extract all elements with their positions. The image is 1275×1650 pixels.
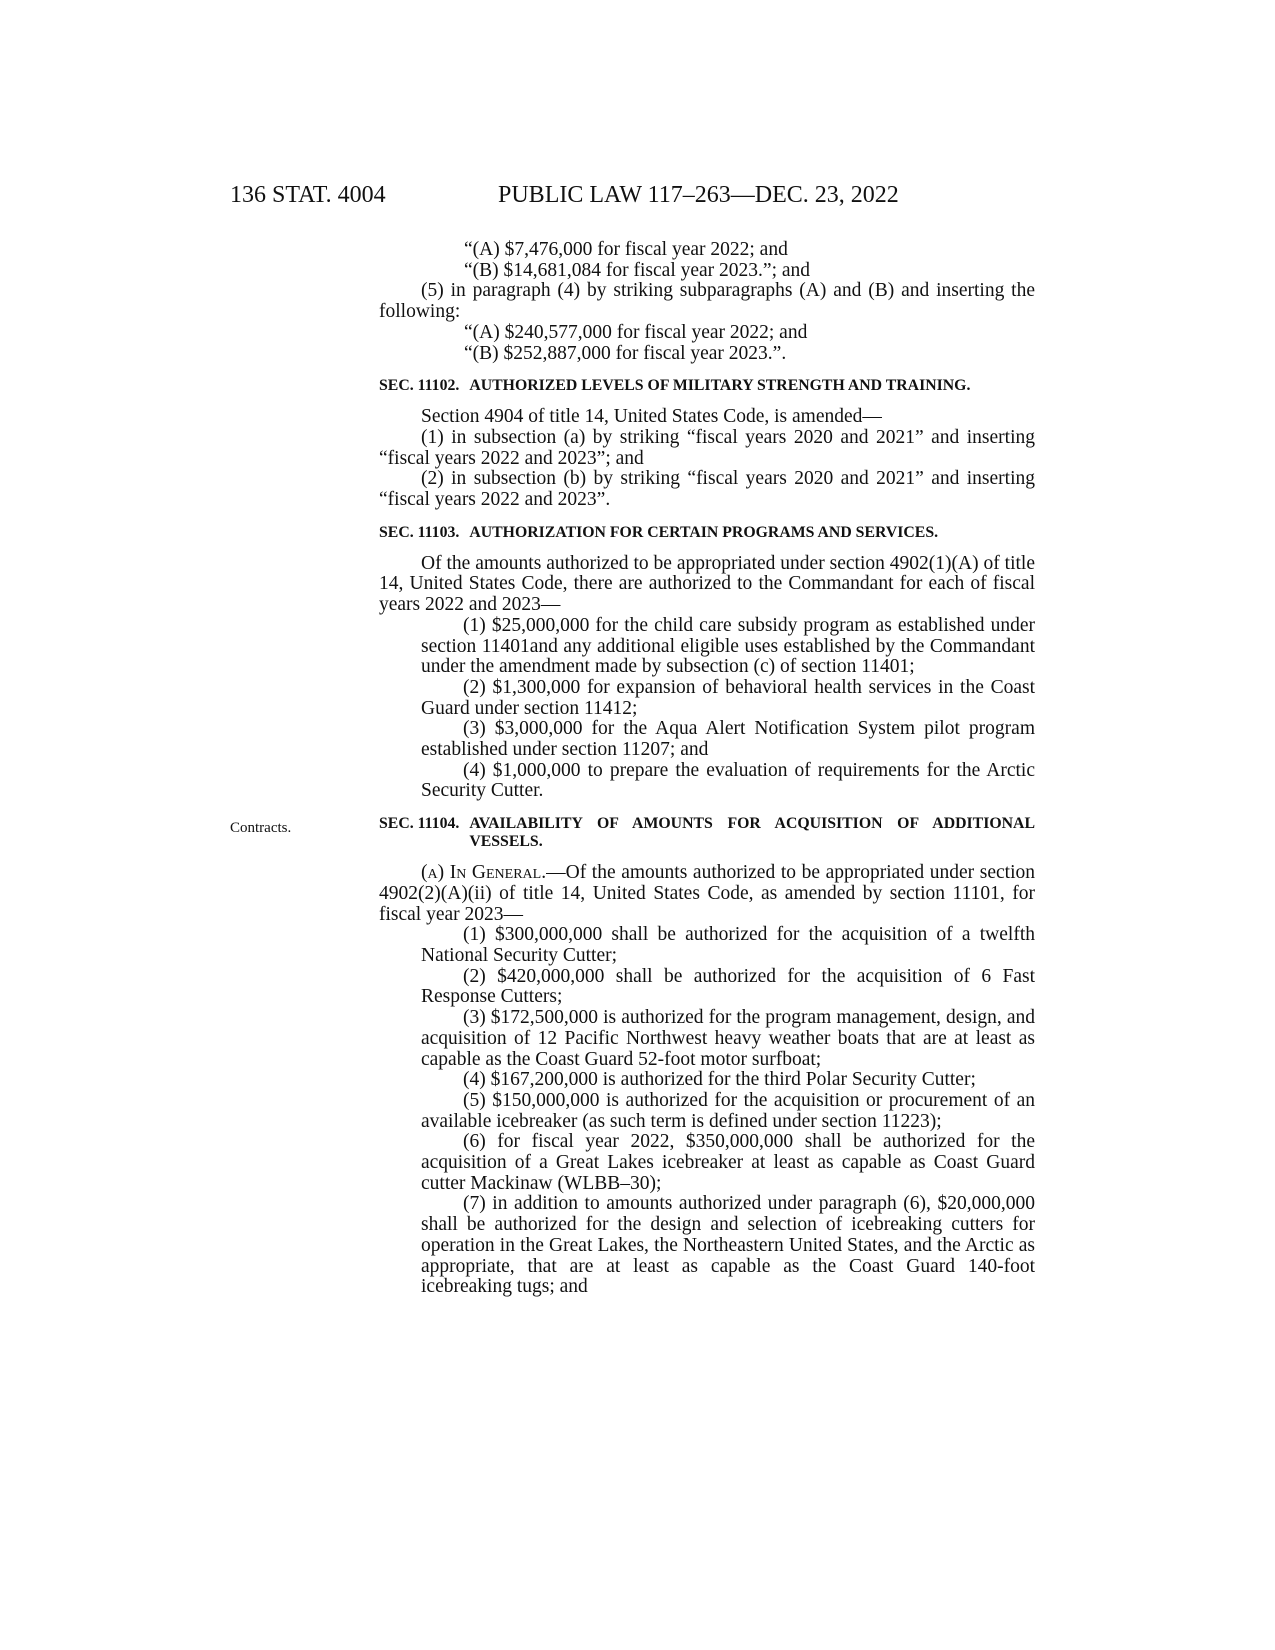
section-number: SEC. 11103. (379, 523, 460, 541)
section-11103-item: (1) $25,000,000 for the child care subsidy program as established under section 11401and any additional eligible uses established by the Commandant under the amendment made by subsection (c) of section 11401; (421, 614, 1035, 678)
public-law-title: PUBLIC LAW 117–263—DEC. 23, 2022 (498, 182, 899, 208)
intro-b2: “(B) $252,887,000 for fiscal year 2023.”. (464, 342, 787, 364)
section-11103-lead: Of the amounts authorized to be appropriated under section 4902(1)(A) of title 14, United States Code, there are authorized to the Commandant for each of fiscal years 2022 and 2023— (379, 552, 1035, 616)
section-11103-item: (2) $1,300,000 for expansion of behavioral health services in the Coast Guard under section 11412; (421, 676, 1035, 719)
section-11104-item: (4) $167,200,000 is authorized for the third Polar Security Cutter; (463, 1069, 976, 1091)
section-11104-item: (5) $150,000,000 is authorized for the acquisition or procurement of an available icebreaker (as such term is defined under section 11223); (421, 1089, 1035, 1132)
stat-citation: 136 STAT. 4004 (230, 182, 386, 208)
subsection-heading: (a) In General. (421, 862, 547, 884)
intro-a2: “(A) $240,577,000 for fiscal year 2022; and (464, 321, 808, 343)
section-title: AUTHORIZED LEVELS OF MILITARY STRENGTH AND TRAINING. (469, 377, 971, 395)
intro-b1: “(B) $14,681,084 for fiscal year 2023.”; and (464, 259, 811, 281)
section-title: AVAILABILITY OF AMOUNTS FOR ACQUISITION OF ADDITIONAL VESSELS. (469, 815, 1035, 851)
section-title: AUTHORIZATION FOR CERTAIN PROGRAMS AND SERVICES. (469, 523, 939, 541)
section-11104-item: (6) for fiscal year 2022, $350,000,000 shall be authorized for the acquisition of a Great Lakes icebreaker at least as capable as Coast Guard cutter Mackinaw (WLBB–30); (421, 1131, 1035, 1194)
margin-note-contracts: Contracts. (230, 820, 292, 836)
section-11104-lead (379, 863, 1035, 925)
intro-paragraph-5: (5) in paragraph (4) by striking subparagraphs (A) and (B) and inserting the following: (379, 280, 1035, 323)
section-11104-item: (7) in addition to amounts authorized under paragraph (6), $20,000,000 shall be authorized for the design and selection of icebreaking cutters for operation in the Great Lakes, the Northeastern United States, and the Arctic as appropriate, that are at least as capable as the Coast Guard 140-foot icebreaking tugs; and (421, 1193, 1035, 1298)
section-11104-item: (1) $300,000,000 shall be authorized for the acquisition of a twelfth National Security Cutter; (421, 924, 1035, 966)
section-11102-lead: Section 4904 of title 14, United States Code, is amended— (421, 406, 882, 428)
section-11104-item: (2) $420,000,000 shall be authorized for the acquisition of 6 Fast Response Cutters; (421, 965, 1035, 1008)
section-11104-heading (379, 815, 1035, 851)
section-11104-item: (3) $172,500,000 is authorized for the program management, design, and acquisition of 12 Pacific Northwest heavy weather boats that are at least as capable as the Coast Guard 52-foot motor surfboat; (421, 1007, 1035, 1070)
page-header (0, 182, 1275, 222)
section-number: SEC. 11102. (379, 377, 460, 395)
section-11102-item: (2) in subsection (b) by striking “fiscal years 2020 and 2021” and inserting “fiscal years 2022 and 2023”. (379, 468, 1035, 511)
intro-a1: “(A) $7,476,000 for fiscal year 2022; and (464, 239, 788, 260)
section-11103-item: (3) $3,000,000 for the Aqua Alert Notification System pilot program established under section 11207; and (421, 718, 1035, 761)
section-11103-heading (379, 524, 1035, 542)
section-11103-item: (4) $1,000,000 to prepare the evaluation of requirements for the Arctic Security Cutter. (421, 759, 1035, 802)
section-11102-heading (379, 377, 1035, 395)
section-11102-item: (1) in subsection (a) by striking “fiscal years 2020 and 2021” and inserting “fiscal years 2022 and 2023”; and (379, 426, 1035, 469)
document-body (379, 240, 1035, 1298)
subsection-text: —Of the amounts authorized to be appropriated under section 4902(2)(A)(ii) of title 14, United States Code, as amended by section 11101, for fiscal year 2023— (379, 862, 1036, 925)
section-number: SEC. 11104. (379, 815, 460, 833)
